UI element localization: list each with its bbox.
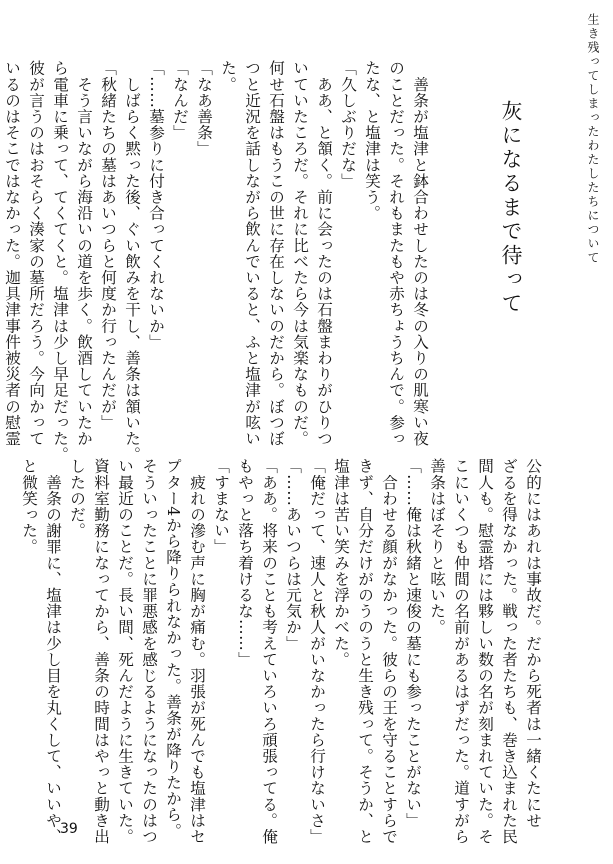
text-line: 「すまない」 — [212, 458, 230, 555]
text-line: 「……俺は秋緒と速俊の墓にも参ったことがない」 — [404, 458, 422, 829]
body-text-upper — [0, 60, 432, 463]
chapter-title: 灰になるまで待って — [499, 100, 523, 316]
text-line: 資料室勤務になってから、善条の時間はやっと動き出 — [92, 458, 110, 845]
text-line: 疲れの滲む声に胸が痛む。羽張が死んでも塩津はセ — [188, 458, 206, 845]
text-line: そう言いながら海沿いの道を歩く。飲酒していたか — [75, 60, 93, 447]
text-line: 善条はぼそりと呟いた。 — [428, 458, 446, 636]
text-line: 「なんだ」 — [171, 60, 189, 141]
text-line: 何せ石盤はもうこの世に存在しないのだから。ぼつぼ — [267, 60, 285, 447]
text-line: つと近況を話しながら飲んでいると、ふと塩津が呟い — [243, 60, 261, 447]
text-line: 塩津は苦い笑みを浮かべた。 — [332, 458, 350, 668]
text-line: ああ、と頷く。前に会ったのは石盤まわりがひりつ — [315, 60, 333, 447]
text-line: しばらく黙った後、ぐい飲みを干し、善条は頷いた。 — [123, 60, 141, 463]
text-line: 「なあ善条」 — [195, 60, 213, 157]
text-line: いていたころだ。それに比べたら今は気楽なものだ。 — [291, 60, 309, 447]
text-line: 善条が塩津と鉢合わせしたのは冬の入りの肌寒い夜 — [411, 60, 429, 447]
running-head: 生き残ってしまったわたしたちについて — [586, 13, 600, 265]
text-line: きず、自分だけがのうのうと生き残って。そうか、と — [356, 458, 374, 845]
text-line: のことだった。それもまたもや赤ちょうちんで。参っ — [387, 60, 405, 447]
text-line: こにいくつも仲間の名前があるはずだった。道すがら — [452, 458, 470, 845]
text-line: 「ああ。将来のことも考えていろいろ頑張ってる。俺 — [260, 458, 278, 845]
text-line: 「俺だって、速人と秋人がいなかったら行けないさ」 — [308, 458, 326, 845]
text-line: 彼が言うのはおそらく湊家の墓所だろう。今向かって — [27, 60, 45, 447]
text-line: い最近のことだ。長い間、死んだように生きていた。 — [116, 458, 134, 845]
text-line: もやっと落ち着けるな……」 — [236, 458, 254, 668]
text-line: 公的にはあれは事故だ。だから死者は一緒くたにせ — [524, 458, 542, 829]
text-line: 「久しぶりだな」 — [339, 60, 357, 189]
text-line: プター4から降りられなかった。善条が降りたから。 — [164, 458, 182, 839]
text-line: たな、と塩津は笑う。 — [363, 60, 381, 221]
text-line: したのだ。 — [68, 458, 86, 539]
text-line: 合わせる顔がなかった。彼らの王を守ることすらで — [380, 458, 398, 845]
text-line: た。 — [219, 60, 237, 93]
text-line: と微笑った。 — [20, 458, 38, 555]
text-line: 「……あいつらは元気か」 — [284, 458, 302, 652]
page-number: 39 — [60, 821, 78, 837]
text-line: そういったことに罪悪感を感じるようになったのはつ — [140, 458, 158, 845]
text-line: 「……墓参りに付き合ってくれないか」 — [147, 60, 165, 350]
text-line: 「秋緒たちの墓はあいつらと何度か行ったんだが」 — [99, 60, 117, 431]
text-line: 間人も。慰霊塔には夥しい数の名が刻まれていた。そ — [476, 458, 494, 845]
text-line: ざるを得なかった。戦った者たちも、巻き込まれた民 — [500, 458, 518, 845]
text-line: いるのはそこではなかった。迦具津事件被災者の慰霊 — [3, 60, 21, 447]
text-line: 善条の謝罪に、塩津は少し目を丸くして、いいや、 — [44, 458, 62, 845]
text-line: ら電車に乗って、てくてくと。塩津は少し早足だった。 — [51, 60, 69, 463]
